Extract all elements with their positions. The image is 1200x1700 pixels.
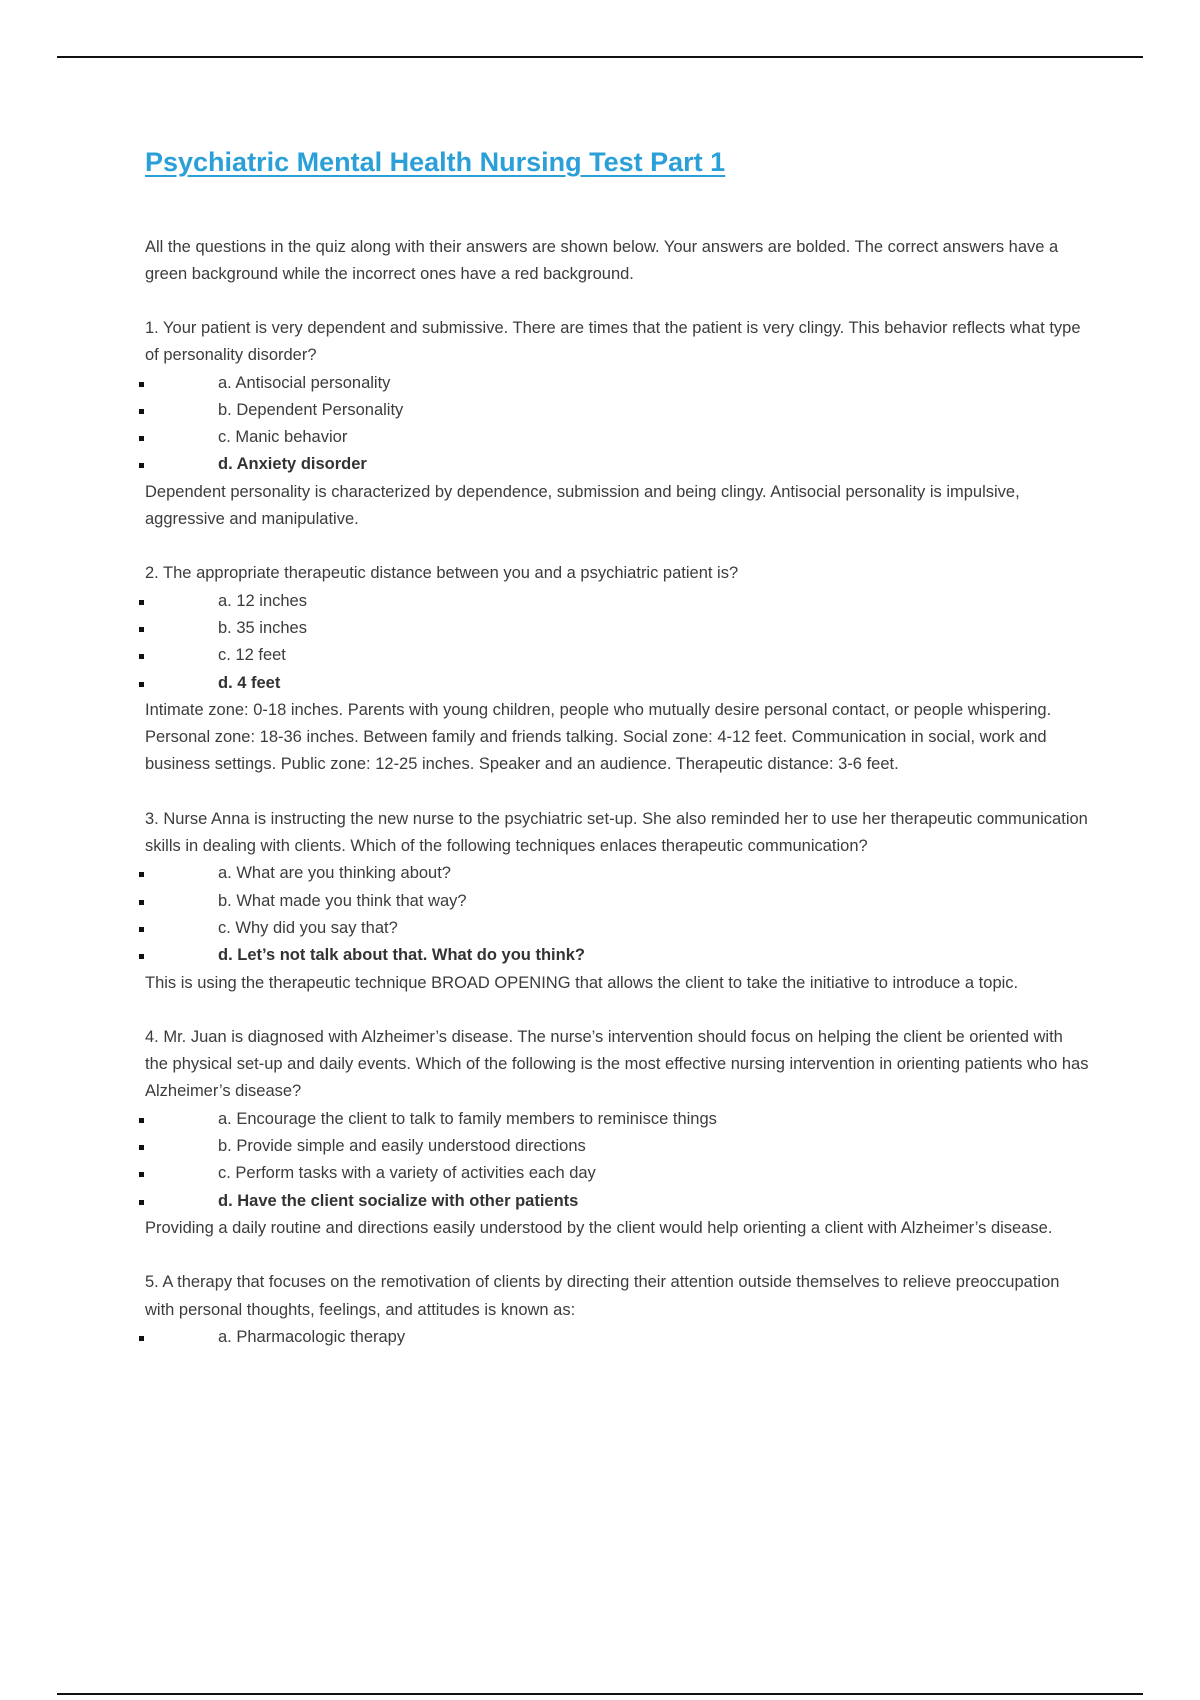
- option-text: c. Manic behavior: [218, 428, 348, 447]
- selected-option-item: [145, 942, 1090, 969]
- answer-explanation: Providing a daily routine and directions easily understood by the client would help orienting a client with Alzheimer’s disease.: [145, 1218, 1053, 1237]
- selected-option-item: [145, 451, 1090, 478]
- option-text: c. 12 feet: [218, 646, 286, 665]
- bullet-icon: [139, 1172, 144, 1177]
- question-3: [145, 806, 1090, 997]
- option-text: b. 35 inches: [218, 618, 307, 637]
- answer-explanation: Intimate zone: 0-18 inches. Parents with young children, people who mutually desire personal contact, or people whispering. Personal zone: 18-36 inches. Between family and friends talking. Social zone: 4-12 feet. Communication in social, work and business settings. Public zone: 12-25 inches. Speaker and an audience. Therapeutic distance: 3-6 feet.: [145, 700, 1052, 774]
- option-item: [145, 1106, 1090, 1133]
- question-prompt: 1. Your patient is very dependent and submissive. There are times that the patient is very clingy. This behavior reflects what type of personality disorder?: [145, 319, 1081, 365]
- answer-explanation: Dependent personality is characterized by dependence, submission and being clingy. Antisocial personality is impulsive, aggressive and manipulative.: [145, 482, 1020, 529]
- option-item: [145, 588, 1090, 615]
- option-item: [145, 1160, 1090, 1187]
- question-prompt: 5. A therapy that focuses on the remotivation of clients by directing their attention outside themselves to relieve preoccupation with personal thoughts, feelings, and attitudes is known as:: [145, 1273, 1060, 1319]
- bullet-icon: [139, 627, 144, 632]
- option-text: d. Let’s not talk about that. What do you think?: [218, 946, 585, 965]
- option-item: [145, 915, 1090, 942]
- option-text: b. Provide simple and easily understood directions: [218, 1137, 586, 1156]
- bullet-icon: [139, 900, 144, 905]
- bullet-icon: [139, 436, 144, 441]
- bullet-icon: [139, 927, 144, 932]
- bullet-icon: [139, 463, 144, 468]
- option-text: b. What made you think that way?: [218, 891, 467, 910]
- option-list: [145, 1324, 1090, 1351]
- option-item: [145, 615, 1090, 642]
- bullet-icon: [139, 1200, 144, 1205]
- option-text: a. What are you thinking about?: [218, 864, 451, 883]
- bullet-icon: [139, 409, 144, 414]
- option-text: c. Why did you say that?: [218, 918, 398, 937]
- option-text: d. Have the client socialize with other patients: [218, 1191, 579, 1210]
- option-text: a. 12 inches: [218, 591, 307, 610]
- option-text: d. 4 feet: [218, 673, 281, 692]
- question-prompt: 4. Mr. Juan is diagnosed with Alzheimer’s disease. The nurse’s intervention should focus on helping the client be oriented with the physical set-up and daily events. Which of the following is the most effective nursing intervention in orienting patients who has Alzheimer’s disease?: [145, 1027, 1089, 1101]
- answer-explanation: This is using the therapeutic technique BROAD OPENING that allows the client to take the initiative to introduce a topic.: [145, 973, 1019, 992]
- option-list: [145, 588, 1090, 697]
- option-text: c. Perform tasks with a variety of activities each day: [218, 1164, 596, 1183]
- option-item: [145, 642, 1090, 669]
- option-list: [145, 370, 1090, 479]
- option-text: a. Encourage the client to talk to family members to reminisce things: [218, 1109, 717, 1128]
- bullet-icon: [139, 382, 144, 387]
- document-body: [145, 140, 1090, 1351]
- top-rule: [57, 56, 1143, 58]
- bullet-icon: [139, 1118, 144, 1123]
- page-title[interactable]: Psychiatric Mental Health Nursing Test Part 1: [145, 147, 726, 177]
- option-item: [145, 397, 1090, 424]
- selected-option-item: [145, 1188, 1090, 1215]
- selected-option-item: [145, 670, 1090, 697]
- bullet-icon: [139, 682, 144, 687]
- option-item: [145, 424, 1090, 451]
- question-prompt: 3. Nurse Anna is instructing the new nurse to the psychiatric set-up. She also reminded her to use her therapeutic communication skills in dealing with clients. Which of the following techniques enlaces therapeutic communication?: [145, 809, 1088, 856]
- option-item: [145, 860, 1090, 887]
- question-1: [145, 315, 1090, 533]
- bullet-icon: [139, 654, 144, 659]
- bullet-icon: [139, 1145, 144, 1150]
- option-item: [145, 888, 1090, 915]
- option-text: d. Anxiety disorder: [218, 455, 367, 474]
- question-2: [145, 560, 1090, 778]
- bullet-icon: [139, 954, 144, 959]
- bullet-icon: [139, 1336, 144, 1341]
- option-item: [145, 370, 1090, 397]
- option-item: [145, 1133, 1090, 1160]
- option-list: [145, 860, 1090, 969]
- option-item: [145, 1324, 1090, 1351]
- option-text: b. Dependent Personality: [218, 400, 404, 419]
- question-prompt: 2. The appropriate therapeutic distance between you and a psychiatric patient is?: [145, 564, 739, 583]
- bullet-icon: [139, 600, 144, 605]
- bottom-rule: [57, 1693, 1143, 1695]
- option-list: [145, 1106, 1090, 1215]
- question-5: [145, 1269, 1090, 1351]
- option-text: a. Pharmacologic therapy: [218, 1327, 406, 1346]
- intro-paragraph: All the questions in the quiz along with their answers are shown below. Your answers are bolded. The correct answers have a green background while the incorrect ones have a red background.: [145, 238, 1059, 283]
- question-4: [145, 1024, 1090, 1242]
- bullet-icon: [139, 872, 144, 877]
- option-text: a. Antisocial personality: [218, 373, 391, 392]
